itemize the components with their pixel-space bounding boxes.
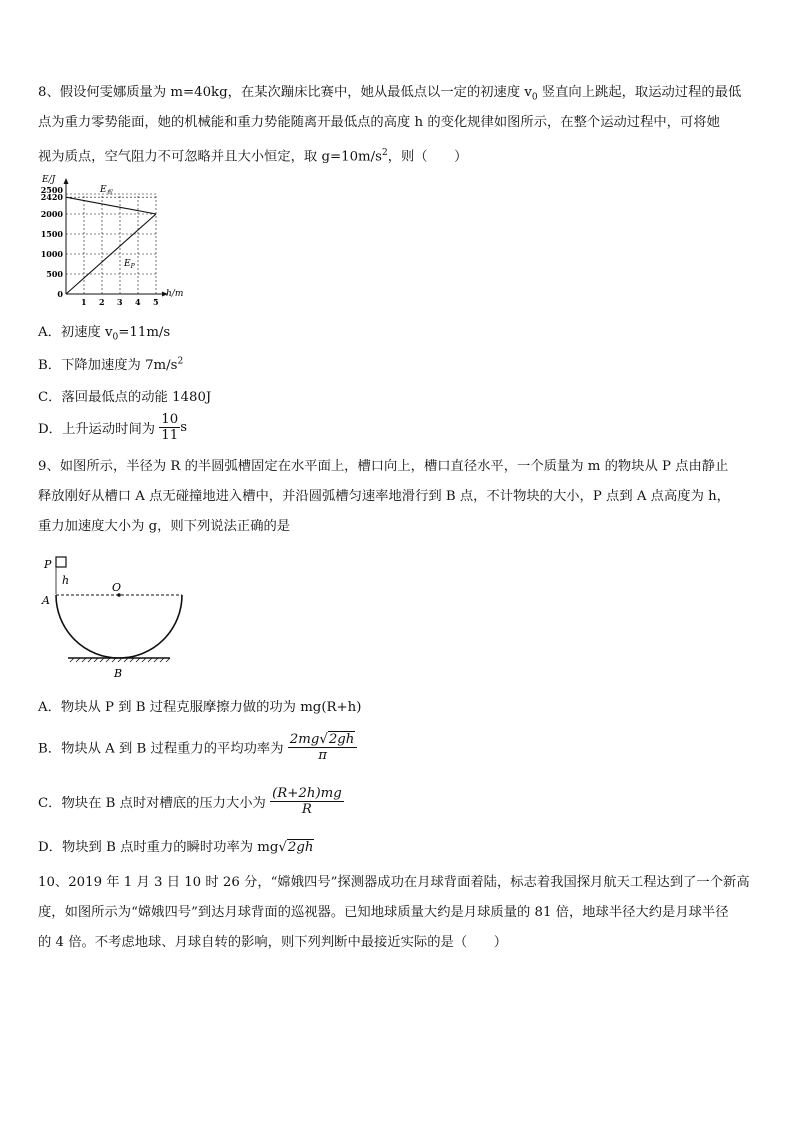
series-line-e-mech — [66, 197, 156, 214]
semicircle-groove — [56, 595, 182, 658]
question-8-line-2: 点为重力零势能面，她的机械能和重力势能随离开最低点的高度 h 的变化规律如图所示，在整个运动过程中，可将她 — [38, 115, 720, 130]
question-10-line-2: 度，如图所示为“嫦娥四号”到达月球背面的巡视器。已知地球质量大约是月球质量的 81 倍，地球半径大约是月球半径 — [38, 905, 729, 920]
label-b: B — [114, 667, 123, 680]
chart-x-label: h/m — [166, 289, 184, 299]
question-10 — [38, 868, 760, 958]
y-axis-arrow — [64, 178, 69, 184]
question-9-line-3: 重力加速度大小为 g，则下列说法正确的是 — [38, 519, 291, 534]
q9-option-c[interactable]: C．物块在 B 点时对槽底的压力大小为 $\frac{(R+2h)mg}{R}$ — [38, 786, 342, 817]
chart-axes — [64, 178, 169, 297]
y-tick-label-1500: 1500 — [40, 229, 63, 239]
q9-option-a[interactable]: A．物块从 P 到 B 过程克服摩擦力做的功为 mg(R+h) — [38, 700, 362, 715]
q9-b-fraction: $\frac{2mg√2gh}{\pi}$ — [288, 731, 358, 763]
question-9 — [38, 452, 760, 542]
y-tick-label-2500: 2500 — [40, 185, 63, 195]
label-o: O — [112, 581, 122, 594]
q8-option-d[interactable]: D．上升运动时间为 $\frac{10}{11}$ s — [38, 412, 188, 443]
q8-option-a[interactable]: A．初速度 $v_0=11m/s$ — [38, 325, 171, 343]
y-tick-label-1000: 1000 — [40, 249, 63, 259]
question-9-line-2: 释放刚好从槽口 A 点无碰撞地进入槽中，并沿圆弧槽匀速率地滑行到 B 点，不计物块的大小，P 点到 A 点高度为 h， — [38, 489, 730, 504]
x-tick-label-5: 5 — [153, 297, 159, 307]
q8-option-b[interactable]: B．下降加速度为 $7m/s^2$ — [38, 356, 184, 373]
y-tick-label-2420: 2420 — [40, 192, 63, 203]
q8-option-c[interactable]: C．落回最低点的动能 1480J — [38, 390, 212, 405]
x-tick-label-4: 4 — [135, 297, 141, 307]
question-10-line-3: 的 4 倍。不考虑地球、月球自转的影响，则下列判断中最接近实际的是（ ） — [38, 935, 508, 950]
question-8-line-3: 视为质点，空气阻力不可忽略并且大小恒定，取 $g=10m/s^2$，则（ ） — [38, 148, 468, 165]
semicircle-groove-figure — [36, 548, 196, 683]
label-a: A — [42, 594, 50, 607]
label-p: P — [44, 558, 52, 571]
q9-c-fraction: $\frac{(R+2h)mg}{R}$ — [272, 786, 342, 817]
chart-series — [66, 197, 156, 294]
series-label-ep: $E_P$ — [124, 259, 135, 270]
y-tick-label-0: 0 — [57, 289, 63, 299]
q9-option-b[interactable]: B．物块从 A 到 B 过程重力的平均功率为 $\frac{2mg√2gh}{\pi}$ — [38, 731, 357, 763]
question-8-line-1: 8、假设何雯娜质量为 m=40kg，在某次蹦床比赛中，她从最低点以一定的初速度 $v_0$ 竖直向上跳起，取运动过程的最低 — [38, 85, 742, 103]
energy-height-chart — [36, 172, 196, 310]
question-8 — [38, 78, 760, 168]
label-h: h — [62, 574, 70, 587]
question-10-line-1: 10、2019 年 1 月 3 日 10 时 26 分，“嫦娥四号”探测器成功在月球背面着陆，标志着我国探月航天工程达到了一个新高 — [38, 875, 750, 890]
y-tick-label-2000: 2000 — [40, 209, 63, 219]
x-tick-label-2: 2 — [99, 297, 105, 307]
chart-grid — [66, 194, 156, 294]
x-tick-label-3: 3 — [117, 297, 123, 307]
q9-option-d[interactable]: D．物块到 B 点时重力的瞬时功率为 mg√2gh — [38, 840, 314, 855]
q8-d-fraction: $\frac{10}{11}$ — [161, 412, 179, 443]
series-label-e-mech: $E_机$ — [100, 185, 113, 196]
question-9-line-1: 9、如图所示，半径为 R 的半圆弧槽固定在水平面上，槽口向上，槽口直径水平，一个质量为 m 的物块从 P 点由静止 — [38, 459, 729, 474]
chart-y-label: E/J — [42, 175, 56, 185]
x-tick-label-1: 1 — [81, 297, 87, 307]
y-tick-label-500: 500 — [46, 269, 63, 279]
block-p — [56, 557, 66, 567]
